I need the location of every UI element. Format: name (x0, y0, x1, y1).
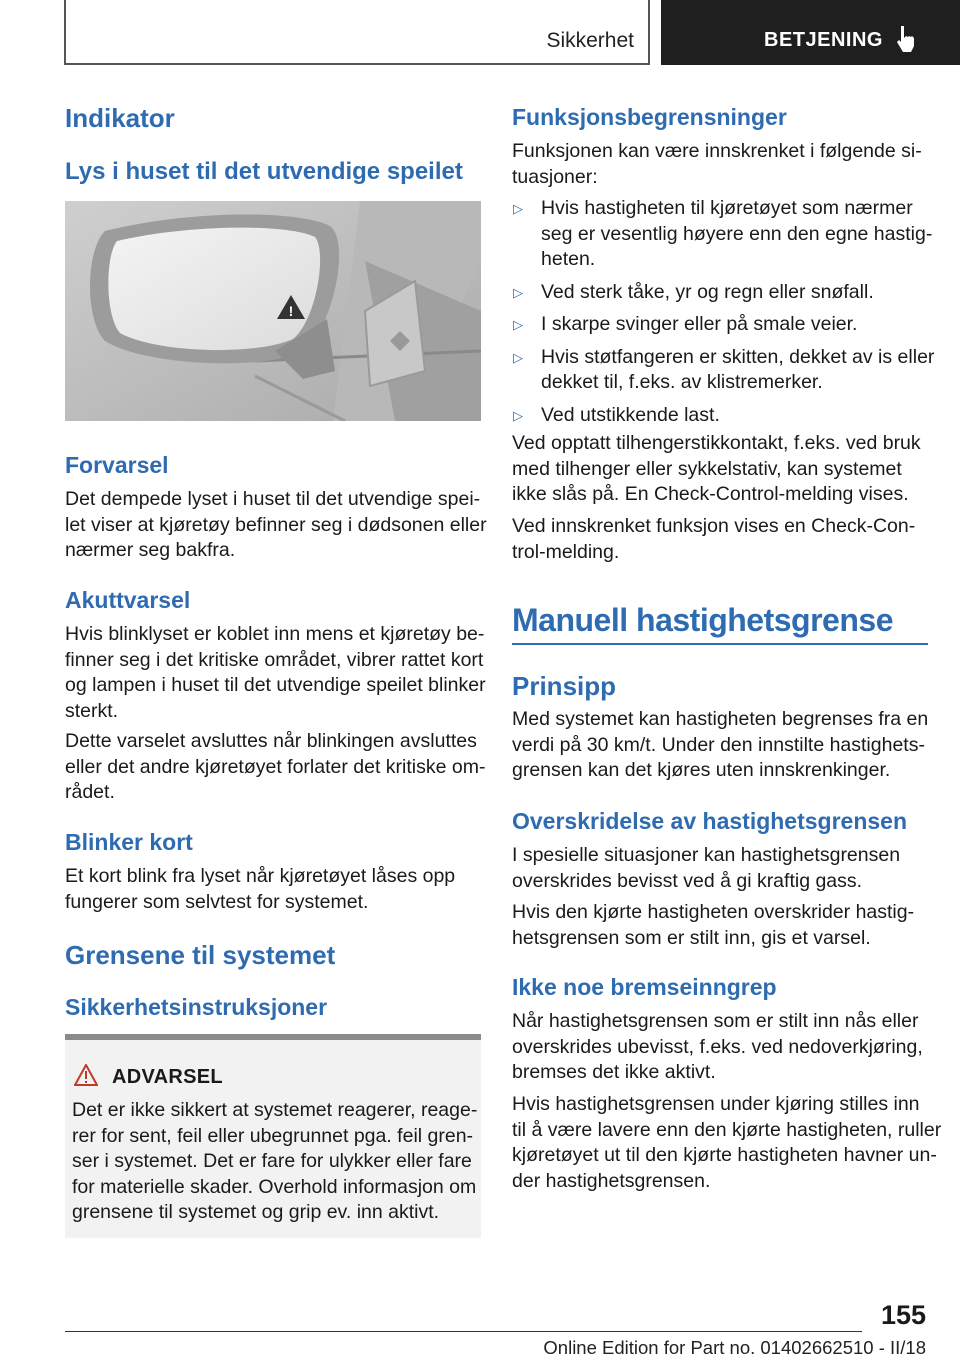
para-opptatt: Ved opptatt tilhengerstikkontakt, f.eks. ved bruk med tilhenger eller sykkelstativ, kan systemet ikke slås på. En Check-Control-melding vises. (512, 432, 921, 505)
heading-blinker-kort: Blinker kort (65, 829, 193, 855)
heading-forvarsel: Forvarsel (65, 452, 169, 478)
heading-sikkerhetsinstruksjoner: Sikkerhetsinstruksjoner (65, 994, 328, 1020)
limitations-list (512, 196, 935, 435)
bullet-triangle-icon: ▷ (513, 284, 523, 300)
heading-underline (512, 643, 928, 645)
bullet-triangle-icon: ▷ (513, 317, 523, 332)
heading-indikator: Indikator (65, 103, 175, 133)
header-chapter-tab[interactable] (661, 0, 960, 65)
heading-prinsipp: Prinsipp (512, 671, 617, 701)
para-innskrenket: Ved innskrenket funksjon vises en Check-Con- trol-melding. (512, 515, 916, 563)
warning-box (65, 1034, 481, 1238)
heading-lys: Lys i huset til det utvendige speilet (65, 158, 463, 185)
list-item: ▷ Ved utstikkende last. (512, 403, 928, 429)
para-funksjon: Funksjonen kan være innskrenket i følgende si- tuasjoner: (512, 140, 922, 188)
pointing-hand-icon (894, 24, 918, 54)
warning-triangle-icon (74, 1064, 98, 1086)
warning-text: Det er ikke sikkert at systemet reagerer, reage- rer for sent, feil eller ubegrunnet pga. feil gren- ser i systemet. Det er fare for ulykker eller fare for materielle skader. Overhold informasjon om grensene til systemet og grip ev. inn aktivt. (72, 1099, 478, 1223)
bullet-triangle-icon: ▷ (513, 407, 523, 423)
heading-ikke-bremseinngrep: Ikke noe bremseinngrep (512, 974, 777, 1000)
warning-title: ADVARSEL (112, 1066, 223, 1088)
heading-funksjonsbegrensninger: Funksjonsbegrensninger (512, 104, 787, 130)
para-blinker-kort: Et kort blink fra lyset når kjøretøyet låses opp fungerer som selvtest for systemet. (65, 865, 456, 913)
para-akuttvarsel-1: Hvis blinklyset er koblet inn mens et kjøretøy be- finner seg i det kritiske området, vibrer rattet kort og lampen i huset til det utvendige speilet blinker sterkt. (65, 623, 486, 722)
list-item: ▷ Hvis hastigheten til kjøretøyet som nærmer seg er vesentlig høyere enn den egne hastig- heten. (513, 197, 933, 270)
heading-manuell-hastighetsgrense: Manuell hastighetsgrense (512, 602, 893, 638)
footer-edition: Online Edition for Part no. 01402662510 - II/18 (543, 1337, 926, 1358)
bullet-triangle-icon: ▷ (513, 349, 523, 365)
para-prinsipp: Med systemet kan hastigheten begrenses fra en verdi på 30 km/t. Under den innstilte hastighets- grensen kan det kjøres uten innskrenkinger. (512, 708, 929, 781)
heading-overskridelse: Overskridelse av hastighetsgrensen (512, 808, 908, 834)
page-number: 155 (880, 1300, 926, 1330)
header-section-box (64, 0, 650, 65)
header-section-title: Sikkerhet (546, 29, 634, 52)
list-item: ▷ Ved sterk tåke, yr og regn eller snøfall. (512, 280, 928, 306)
side-mirror-blind-spot-icon (65, 201, 481, 421)
svg-text:!: ! (288, 303, 294, 319)
para-ikke-1: Når hastighetsgrensen som er stilt inn nås eller overskrides ubevisst, f.eks. ved nedoverkjøring, bremses det ikke aktivt. (512, 1010, 923, 1083)
para-akuttvarsel-2: Dette varselet avsluttes når blinkingen avsluttes eller det andre kjøretøyet forlater det kritiske om- rådet. (65, 730, 486, 803)
para-overskridelse-2: Hvis den kjørte hastigheten overskrider hastig- hetsgrensen som er stilt inn, gis et varsel. (512, 901, 915, 949)
header-chapter-label: BETJENING (764, 29, 883, 51)
heading-grensene: Grensene til systemet (65, 940, 336, 970)
para-ikke-2: Hvis hastighetsgrensen under kjøring stilles inn til å være lavere enn den kjørte hastigheten, ruller kjøretøyet ut til den kjørte hastigheten havner un- der hastighetsgrensen. (512, 1093, 942, 1192)
bullet-triangle-icon: ▷ (513, 201, 523, 216)
list-item: ▷ Hvis støtfangeren er skitten, dekket av is eller dekket til, f.eks. av klistremerker. (513, 345, 935, 393)
list-item: ▷ I skarpe svinger eller på smale veier. (512, 312, 928, 338)
para-forvarsel: Det dempede lyset i huset til det utvendige spei- let viser at kjøretøy befinner seg i dødsonen eller nærmer seg bakfra. (65, 488, 487, 561)
para-overskridelse-1: I spesielle situasjoner kan hastighetsgrensen overskrides bevisst ved å gi kraftig gass. (512, 844, 901, 892)
heading-akuttvarsel: Akuttvarsel (65, 587, 191, 613)
footer-divider (65, 1331, 862, 1332)
